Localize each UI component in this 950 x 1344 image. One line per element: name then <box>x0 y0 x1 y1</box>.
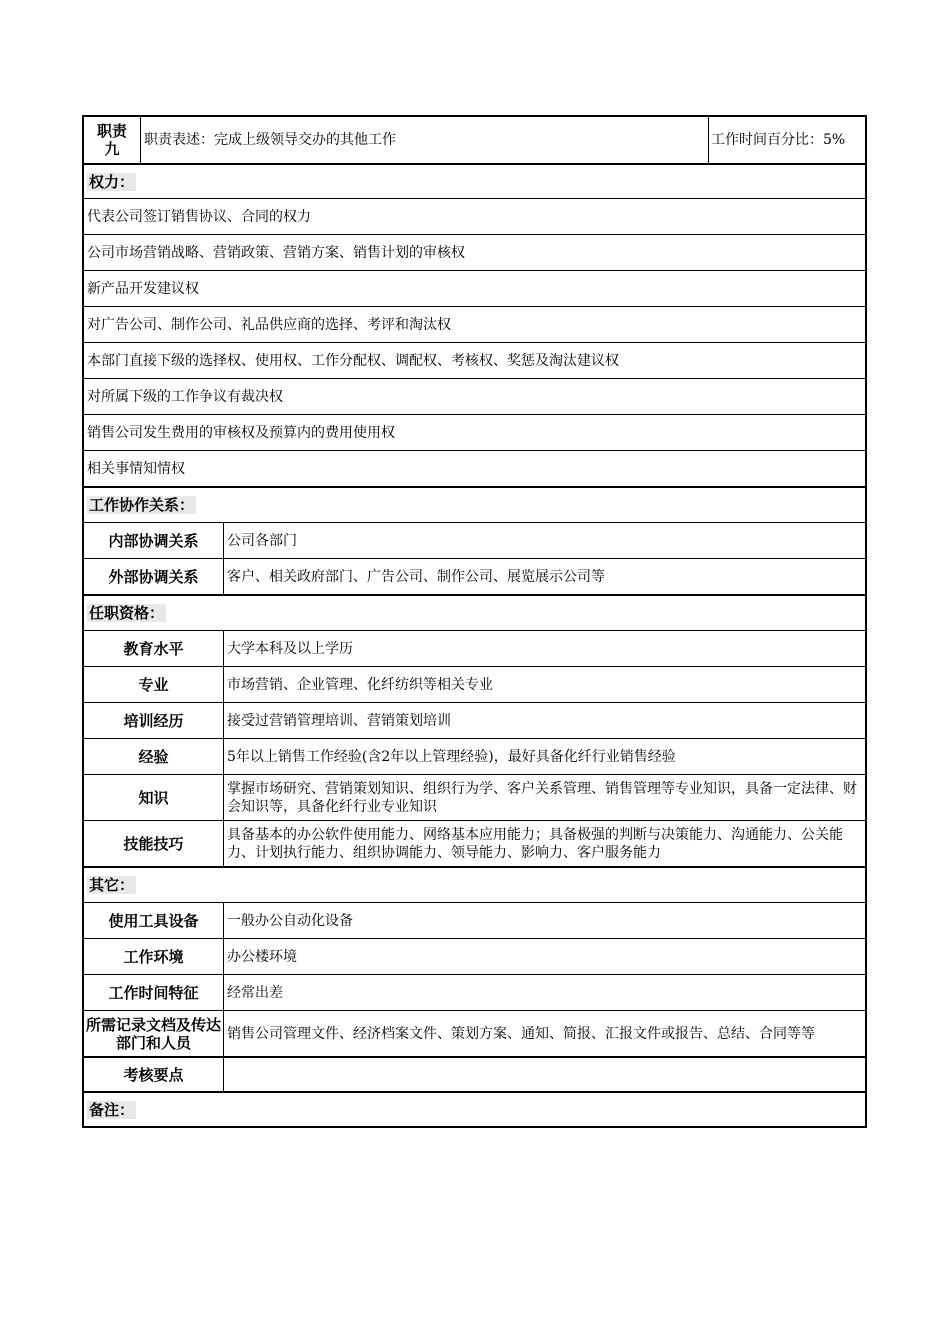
qualification-row <box>84 630 865 666</box>
remarks-heading: 备注： <box>89 1100 135 1119</box>
qualification-row <box>84 702 865 738</box>
job-description-table <box>82 115 867 1128</box>
qualification-value: 大学本科及以上学历 <box>223 631 865 666</box>
qualification-value: 掌握市场研究、营销策划知识、组织行为学、客户关系管理、销售管理等专业知识，具备一定法律、财会知识等，具备化纤行业专业知识 <box>223 775 865 820</box>
other-label: 工作环境 <box>123 947 184 966</box>
other-value: 一般办公自动化设备 <box>223 903 865 938</box>
duty-row <box>84 117 865 163</box>
authority-item-text: 相关事情知情权 <box>87 460 185 477</box>
authority-item-text: 公司市场营销战略、营销政策、营销方案、销售计划的审核权 <box>87 244 465 261</box>
qualification-value: 接受过营销管理培训、营销策划培训 <box>223 703 865 738</box>
qualification-label: 技能技巧 <box>123 834 184 853</box>
other-heading-row <box>84 866 865 902</box>
authority-item <box>84 234 865 270</box>
cooperation-value: 客户、相关政府部门、广告公司、制作公司、展览展示公司等 <box>223 559 865 594</box>
authority-item <box>84 306 865 342</box>
authority-item <box>84 270 865 306</box>
authority-heading-row <box>84 163 865 198</box>
cooperation-heading: 工作协作关系： <box>89 496 195 514</box>
qualification-value: 5年以上销售工作经验(含2年以上管理经验)，最好具备化纤行业销售经验 <box>223 739 865 774</box>
qualification-label: 专业 <box>138 675 169 694</box>
cooperation-label: 内部协调关系 <box>108 531 199 550</box>
qualification-row <box>84 666 865 702</box>
authority-item-text: 代表公司签订销售协议、合同的权力 <box>87 208 311 225</box>
authority-item <box>84 450 865 486</box>
qualification-heading-row <box>84 594 865 630</box>
qualification-label: 教育水平 <box>123 639 184 658</box>
qualification-row <box>84 774 865 820</box>
other-label: 使用工具设备 <box>108 911 199 930</box>
other-label: 工作时间特征 <box>108 983 199 1002</box>
qualification-value: 市场营销、企业管理、化纤纺织等相关专业 <box>223 667 865 702</box>
cooperation-heading-row <box>84 486 865 522</box>
qualification-label: 知识 <box>138 788 169 807</box>
cooperation-value: 公司各部门 <box>223 523 865 558</box>
qualification-label: 培训经历 <box>123 711 184 730</box>
cooperation-row <box>84 522 865 558</box>
other-heading: 其它： <box>89 876 135 894</box>
authority-item <box>84 342 865 378</box>
other-row <box>84 902 865 938</box>
duty-description: 职责表述：完成上级领导交办的其他工作 <box>140 117 708 163</box>
duty-time-percent: 工作时间百分比：5% <box>708 117 865 163</box>
other-row <box>84 938 865 974</box>
other-row <box>84 1056 865 1091</box>
qualification-heading: 任职资格： <box>89 604 165 622</box>
authority-item-text: 对所属下级的工作争议有裁决权 <box>87 388 283 405</box>
cooperation-row <box>84 558 865 594</box>
authority-item-text: 对广告公司、制作公司、礼品供应商的选择、考评和淘汰权 <box>87 316 451 333</box>
authority-item-text: 新产品开发建议权 <box>87 280 199 297</box>
qualification-value: 具备基本的办公软件使用能力、网络基本应用能力；具备极强的判断与决策能力、沟通能力、公关能力、计划执行能力、组织协调能力、领导能力、影响力、客户服务能力 <box>223 821 865 866</box>
qualification-label: 经验 <box>138 747 169 766</box>
authority-item-text: 销售公司发生费用的审核权及预算内的费用使用权 <box>87 424 395 441</box>
cooperation-label: 外部协调关系 <box>108 567 199 586</box>
authority-item <box>84 414 865 450</box>
other-row <box>84 974 865 1010</box>
authority-item-text: 本部门直接下级的选择权、使用权、工作分配权、调配权、考核权、奖惩及淘汰建议权 <box>87 352 619 369</box>
qualification-row <box>84 738 865 774</box>
other-value <box>223 1058 865 1091</box>
other-value: 办公楼环境 <box>223 939 865 974</box>
other-value: 经常出差 <box>223 975 865 1010</box>
other-value: 销售公司管理文件、经济档案文件、策划方案、通知、简报、汇报文件或报告、总结、合同等等 <box>223 1011 865 1056</box>
other-row <box>84 1010 865 1056</box>
other-label: 考核要点 <box>123 1065 184 1084</box>
authority-heading: 权力： <box>89 172 135 191</box>
authority-item <box>84 198 865 234</box>
duty-label: 职责九 <box>96 122 127 158</box>
qualification-row <box>84 820 865 866</box>
remarks-row <box>84 1091 865 1126</box>
authority-item <box>84 378 865 414</box>
other-label: 所需记录文档及传达部门和人员 <box>85 1015 221 1052</box>
